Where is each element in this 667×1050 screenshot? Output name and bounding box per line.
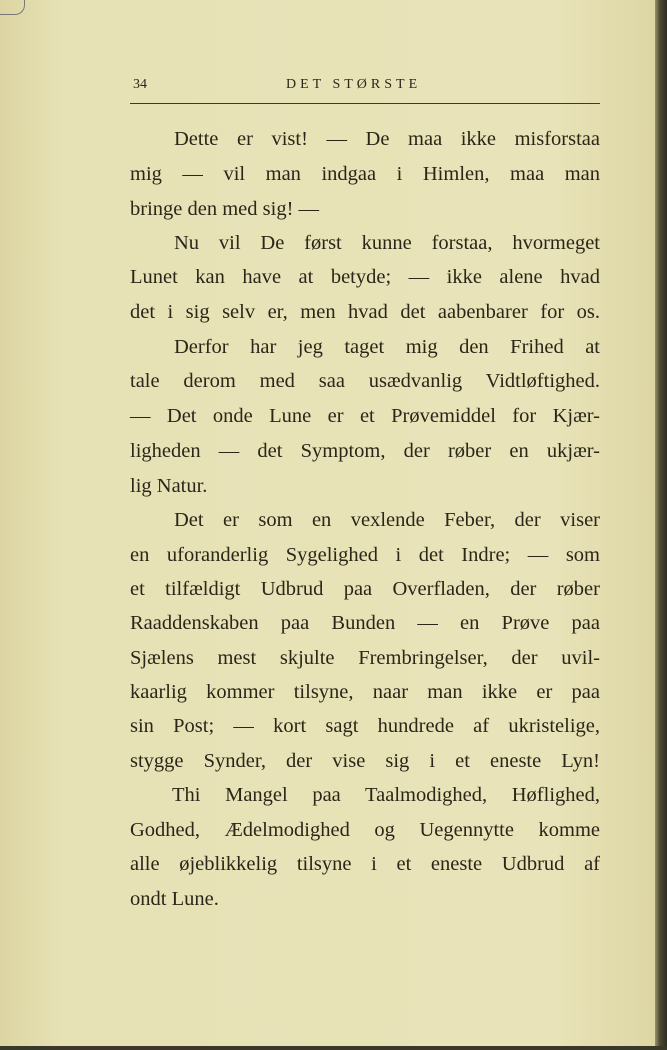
text-line: Nu vil De først kunne forstaa, hvormeget [174,232,600,254]
book-edge [655,0,667,1050]
text-line: Raaddenskaben paa Bunden — en Prøve paa [130,612,600,634]
text-line: det i sig selv er, men hvad det aabenbarer for os. [130,301,600,323]
text-line: Lunet kan have at betyde; — ikke alene hvad [130,266,600,288]
text-line: — Det onde Lune er et Prøvemiddel for Kjær- [130,405,600,427]
header-rule [130,103,600,104]
text-line: lig Natur. [130,475,208,497]
text-line: et tilfældigt Udbrud paa Overfladen, der røber [130,578,600,600]
book-bottom-edge [0,1046,667,1050]
text-line: sin Post; — kort sagt hundrede af ukristelige, [130,715,600,737]
running-title: DET STØRSTE [286,77,422,92]
text-line: Dette er vist! — De maa ikke misforstaa [174,128,600,150]
text-line: Derfor har jeg taget mig den Frihed at [174,336,600,358]
text-line: stygge Synder, der vise sig i et eneste Lyn! [130,750,600,772]
page-corner-mark [0,0,25,15]
text-line: kaarlig kommer tilsyne, naar man ikke er paa [130,681,600,703]
text-line: bringe den med sig! — [130,198,320,220]
text-line: Det er som en vexlende Feber, der viser [174,509,600,531]
text-line: mig — vil man indgaa i Himlen, maa man [130,163,600,185]
text-line: tale derom med saa usædvanlig Vidtløftighed. [130,370,600,392]
text-line: alle øjeblikkelig tilsyne i et eneste Udbrud af [130,853,600,875]
text-line: ligheden — det Symptom, der røber en ukjær- [130,440,600,462]
text-line: en uforanderlig Sygelighed i det Indre; — som [130,544,600,566]
text-line: Sjælens mest skjulte Frembringelser, der uvil- [130,647,600,669]
text-line: Thi Mangel paa Taalmodighed, Høflighed, [172,784,600,806]
text-line: ondt Lune. [130,888,219,910]
page-number: 34 [133,77,147,92]
text-line: Godhed, Ædelmodighed og Uegennytte komme [130,819,600,841]
